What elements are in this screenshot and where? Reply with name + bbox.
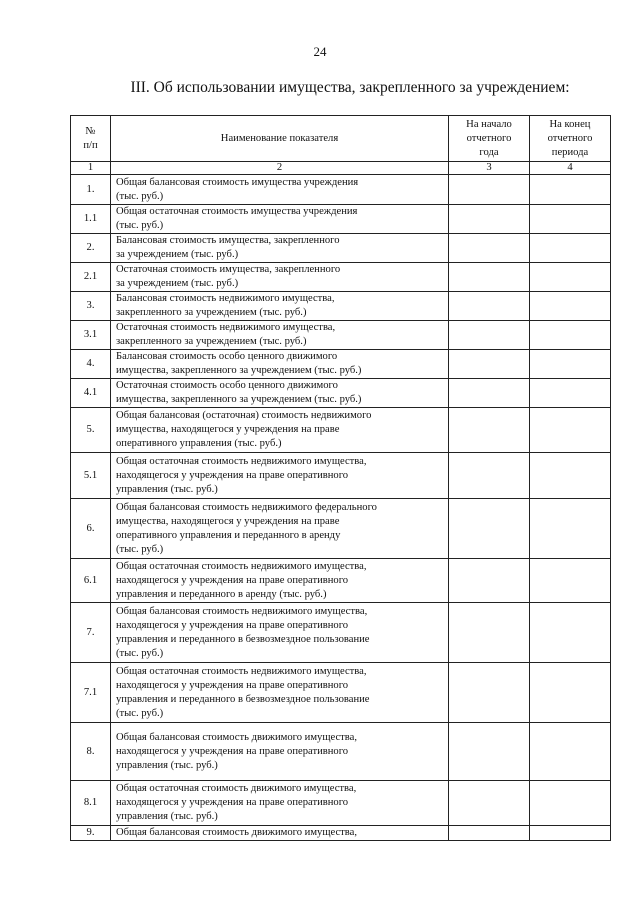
table-row xyxy=(71,826,611,841)
indicator-name-line: управления и переданного в безвозмездное пользование xyxy=(116,693,370,705)
value-end-of-period[interactable] xyxy=(530,781,611,826)
column-index: 2 xyxy=(111,162,449,175)
table-row xyxy=(71,350,611,379)
indicator-name-line: имущества, закрепленного за учреждением (тыс. руб.) xyxy=(116,394,362,405)
value-end-of-period[interactable] xyxy=(530,723,611,781)
table-row xyxy=(71,379,611,408)
value-start-of-year[interactable] xyxy=(449,321,530,350)
value-end-of-period[interactable] xyxy=(530,379,611,408)
row-number: 1. xyxy=(71,175,111,205)
value-end-of-period[interactable] xyxy=(530,205,611,234)
row-number: 5.1 xyxy=(71,453,111,499)
value-end-of-period[interactable] xyxy=(530,453,611,499)
indicator-name-line: (тыс. руб.) xyxy=(116,647,164,659)
indicator-name-line: (тыс. руб.) xyxy=(116,543,164,555)
header-name: Наименование показателя xyxy=(111,116,449,162)
indicator-name-line: Общая балансовая стоимость недвижимого имущества, xyxy=(116,605,368,617)
row-number: 1.1 xyxy=(71,205,111,234)
value-end-of-period[interactable] xyxy=(530,663,611,723)
table-row xyxy=(71,263,611,292)
table-row xyxy=(71,408,611,453)
header-start-line: отчетного xyxy=(466,132,512,144)
indicator-name-line: Общая балансовая стоимость имущества учреждения xyxy=(116,176,359,188)
value-start-of-year[interactable] xyxy=(449,781,530,826)
indicator-name xyxy=(111,350,449,379)
indicator-name xyxy=(111,826,449,841)
indicator-name-line: управления и переданного в безвозмездное пользование xyxy=(116,633,370,645)
value-end-of-period[interactable] xyxy=(530,234,611,263)
row-number: 6.1 xyxy=(71,559,111,603)
value-end-of-period[interactable] xyxy=(530,408,611,453)
indicator-name-line: Общая остаточная стоимость недвижимого имущества, xyxy=(116,560,367,572)
row-number: 6. xyxy=(71,499,111,559)
indicator-name-line: находящегося у учреждения на праве оперативного xyxy=(116,574,349,586)
page-number: 24 xyxy=(313,44,327,59)
value-start-of-year[interactable] xyxy=(449,603,530,663)
value-start-of-year[interactable] xyxy=(449,292,530,321)
table-row xyxy=(71,723,611,781)
indicator-name-line: Остаточная стоимость особо ценного движимого xyxy=(116,380,338,391)
header-start xyxy=(449,116,530,162)
indicator-name xyxy=(111,499,449,559)
indicator-name-line: оперативного управления и переданного в аренду xyxy=(116,529,341,541)
table-row xyxy=(71,559,611,603)
indicator-name xyxy=(111,408,449,453)
indicator-name xyxy=(111,175,449,205)
indicator-name-line: Балансовая стоимость имущества, закрепленного xyxy=(116,235,340,246)
indicator-name-line: Общая балансовая (остаточная) стоимость недвижимого xyxy=(116,410,372,421)
indicator-name-line: закрепленного за учреждением (тыс. руб.) xyxy=(116,307,307,318)
header-num-line: № xyxy=(85,125,96,137)
value-start-of-year[interactable] xyxy=(449,723,530,781)
row-number: 2.1 xyxy=(71,263,111,292)
column-index: 4 xyxy=(530,162,611,175)
indicator-name-line: Общая балансовая стоимость движимого имущества, xyxy=(116,827,357,838)
indicator-name-line: имущества, закрепленного за учреждением (тыс. руб.) xyxy=(116,365,362,376)
value-start-of-year[interactable] xyxy=(449,234,530,263)
indicator-name-line: (тыс. руб.) xyxy=(116,190,164,202)
value-start-of-year[interactable] xyxy=(449,499,530,559)
header-num xyxy=(71,116,111,162)
table-row xyxy=(71,234,611,263)
row-number: 3. xyxy=(71,292,111,321)
value-start-of-year[interactable] xyxy=(449,379,530,408)
header-end-line: отчетного xyxy=(547,132,593,144)
value-start-of-year[interactable] xyxy=(449,559,530,603)
indicator-name xyxy=(111,234,449,263)
row-number: 8. xyxy=(71,723,111,781)
indicator-name-line: находящегося у учреждения на праве оперативного xyxy=(116,797,349,808)
indicator-name xyxy=(111,321,449,350)
value-start-of-year[interactable] xyxy=(449,453,530,499)
row-number: 8.1 xyxy=(71,781,111,826)
table-row xyxy=(71,175,611,205)
indicator-name-line: управления (тыс. руб.) xyxy=(116,811,218,822)
indicator-name-line: находящегося у учреждения на праве оперативного xyxy=(116,745,349,757)
header-start-line: года xyxy=(479,146,499,158)
row-number: 4.1 xyxy=(71,379,111,408)
value-end-of-period[interactable] xyxy=(530,826,611,841)
indicator-name xyxy=(111,263,449,292)
indicator-name-line: Общая балансовая стоимость недвижимого федерального xyxy=(116,501,377,513)
indicator-name-line: за учреждением (тыс. руб.) xyxy=(116,278,239,289)
indicator-name-line: находящегося у учреждения на праве оперативного xyxy=(116,469,349,481)
indicator-name-line: Общая остаточная стоимость движимого имущества, xyxy=(116,783,357,794)
indicator-name-line: оперативного управления (тыс. руб.) xyxy=(116,438,282,449)
indicator-name-line: (тыс. руб.) xyxy=(116,707,164,719)
column-index: 3 xyxy=(449,162,530,175)
indicator-name-line: управления (тыс. руб.) xyxy=(116,483,218,495)
row-number: 5. xyxy=(71,408,111,453)
header-row xyxy=(71,116,611,162)
value-start-of-year[interactable] xyxy=(449,205,530,234)
row-number: 9. xyxy=(71,826,111,841)
table-row xyxy=(71,205,611,234)
table-row xyxy=(71,663,611,723)
indicator-name xyxy=(111,603,449,663)
assets-table xyxy=(70,115,611,841)
indicator-name-line: Общая балансовая стоимость движимого имущества, xyxy=(116,731,357,743)
indicator-name-line: (тыс. руб.) xyxy=(116,220,164,231)
row-number: 4. xyxy=(71,350,111,379)
indicator-name xyxy=(111,292,449,321)
indicator-name-line: за учреждением (тыс. руб.) xyxy=(116,249,239,260)
header-end-line: На конец xyxy=(549,118,591,130)
value-start-of-year[interactable] xyxy=(449,408,530,453)
indicator-name xyxy=(111,379,449,408)
indicator-name-line: Остаточная стоимость недвижимого имущества, xyxy=(116,322,336,333)
indicator-name-line: Балансовая стоимость недвижимого имущества, xyxy=(116,293,335,304)
header-start-line: На начало xyxy=(466,118,512,130)
column-index-row xyxy=(71,162,611,175)
indicator-name-line: Остаточная стоимость имущества, закрепленного xyxy=(116,264,341,275)
row-number: 2. xyxy=(71,234,111,263)
value-end-of-period[interactable] xyxy=(530,263,611,292)
indicator-name-line: Общая остаточная стоимость недвижимого имущества, xyxy=(116,665,367,677)
indicator-name-line: управления и переданного в аренду (тыс. руб.) xyxy=(116,588,327,600)
indicator-name-line: имущества, находящегося у учреждения на праве xyxy=(116,515,340,527)
value-start-of-year[interactable] xyxy=(449,350,530,379)
indicator-name-line: закрепленного за учреждением (тыс. руб.) xyxy=(116,336,307,347)
value-start-of-year[interactable] xyxy=(449,175,530,205)
row-number: 3.1 xyxy=(71,321,111,350)
value-end-of-period[interactable] xyxy=(530,175,611,205)
indicator-name-line: находящегося у учреждения на праве оперативного xyxy=(116,679,349,691)
indicator-name-line: Балансовая стоимость особо ценного движимого xyxy=(116,351,338,362)
column-index: 1 xyxy=(71,162,111,175)
indicator-name-line: имущества, находящегося у учреждения на праве xyxy=(116,424,340,435)
value-start-of-year[interactable] xyxy=(449,263,530,292)
indicator-name xyxy=(111,781,449,826)
indicator-name xyxy=(111,453,449,499)
section-title: III. Об использовании имущества, закрепленного за учреждением: xyxy=(130,79,570,96)
indicator-name xyxy=(111,663,449,723)
value-end-of-period[interactable] xyxy=(530,603,611,663)
table-row xyxy=(71,603,611,663)
indicator-name-line: находящегося у учреждения на праве оперативного xyxy=(116,619,349,631)
table-row xyxy=(71,453,611,499)
indicator-name xyxy=(111,205,449,234)
value-end-of-period[interactable] xyxy=(530,350,611,379)
value-end-of-period[interactable] xyxy=(530,559,611,603)
indicator-name-line: управления (тыс. руб.) xyxy=(116,759,218,771)
table-row xyxy=(71,292,611,321)
header-num-line: п/п xyxy=(83,139,98,151)
indicator-name xyxy=(111,723,449,781)
indicator-name-line: Общая остаточная стоимость недвижимого имущества, xyxy=(116,455,367,467)
indicator-name xyxy=(111,559,449,603)
header-end-line: периода xyxy=(551,146,589,158)
indicator-name-line: Общая остаточная стоимость имущества учреждения xyxy=(116,206,358,217)
table-row xyxy=(71,499,611,559)
value-end-of-period[interactable] xyxy=(530,321,611,350)
value-end-of-period[interactable] xyxy=(530,292,611,321)
table-row xyxy=(71,321,611,350)
value-end-of-period[interactable] xyxy=(530,499,611,559)
value-start-of-year[interactable] xyxy=(449,826,530,841)
table-body xyxy=(71,175,611,841)
row-number: 7.1 xyxy=(71,663,111,723)
value-start-of-year[interactable] xyxy=(449,663,530,723)
row-number: 7. xyxy=(71,603,111,663)
header-end xyxy=(530,116,611,162)
table-row xyxy=(71,781,611,826)
